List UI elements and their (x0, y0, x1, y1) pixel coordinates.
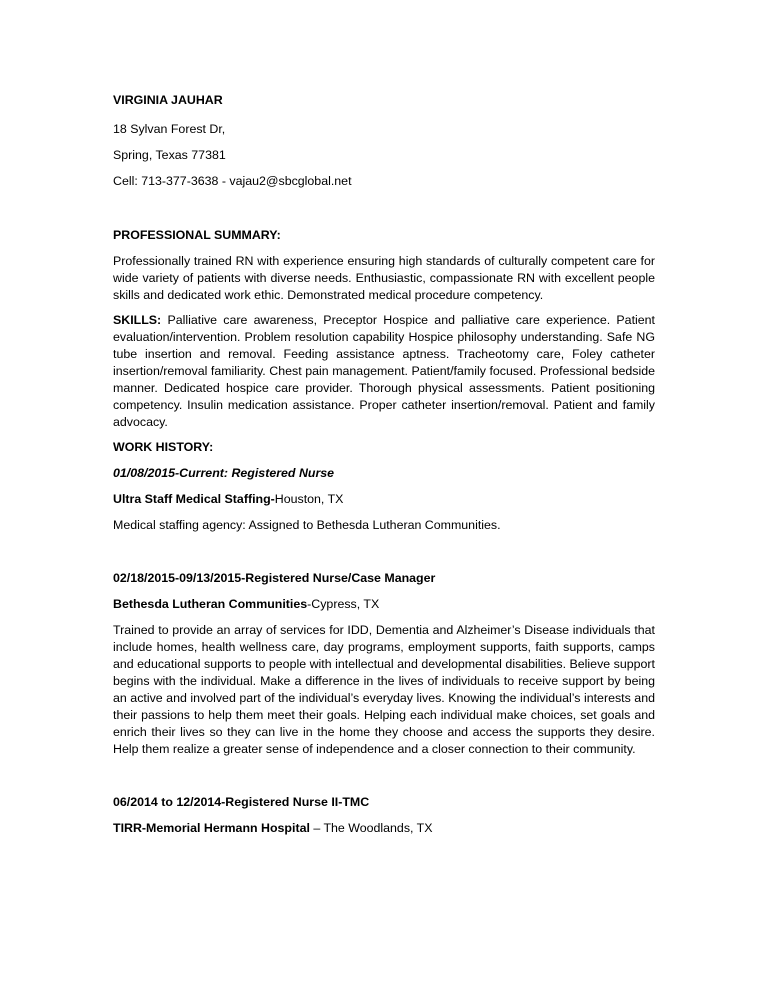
job-1-title: 01/08/2015-Current: Registered Nurse (113, 466, 335, 480)
job-2-title: 02/18/2015-09/13/2015-Registered Nurse/Case Manager (113, 571, 436, 585)
address-line-1: 18 Sylvan Forest Dr, (113, 122, 226, 136)
skills-paragraph (113, 312, 655, 431)
job-1-location: Houston, TX (274, 492, 344, 506)
job-1-description: Medical staffing agency: Assigned to Bethesda Lutheran Communities. (113, 518, 501, 532)
candidate-name: VIRGINIA JAUHAR (113, 93, 223, 107)
job-1-employer-line (113, 491, 655, 508)
job-3-title: 06/2014 to 12/2014-Registered Nurse II-TMC (113, 795, 370, 809)
job-1-employer: Ultra Staff Medical Staffing- (113, 492, 275, 506)
address-line-2: Spring, Texas 77381 (113, 148, 226, 162)
job-2-employer-line (113, 596, 655, 613)
contact-line: Cell: 713-377-3638 - vajau2@sbcglobal.net (113, 174, 352, 188)
job-3-location: – The Woodlands, TX (309, 821, 433, 835)
resume-content (113, 92, 655, 837)
job-3-employer-line (113, 820, 655, 837)
summary-text: Professionally trained RN with experience ensuring high standards of culturally competent care for wide variety of patients with diverse needs. Enthusiastic, compassionate RN with excellent people skills and dedicated work ethic. Demonstrated medical procedure competency. (113, 254, 655, 302)
summary-heading: PROFESSIONAL SUMMARY: (113, 228, 281, 242)
job-3-employer: TIRR-Memorial Hermann Hospital (113, 821, 310, 835)
job-2-location: -Cypress, TX (307, 597, 380, 611)
job-2-description: Trained to provide an array of services for IDD, Dementia and Alzheimer’s Disease individuals that include homes, health wellness care, day programs, employment supports, faith supports, camps and educational supports to people with intellectual and developmental disabilities. Believe support begins with the individual. Make a difference in the lives of individuals to receive support by being an active and involved part of the individual’s everyday lives. Knowing the individual’s interests and their passions to help them meet their goals. Helping each individual make choices, set goals and enrich their lives so they can live in the home they choose and access the supports they desire. Help them realize a greater sense of independence and a closer connection to their community. (113, 623, 655, 756)
job-2-employer: Bethesda Lutheran Communities (113, 597, 308, 611)
work-history-heading: WORK HISTORY: (113, 440, 214, 454)
skills-label: SKILLS: (113, 313, 162, 327)
skills-text: Palliative care awareness, Preceptor Hospice and palliative care experience. Patient evaluation/intervention. Problem resolution capability Hospice philosophy understanding. Safe NG tube insertion and removal. Feeding assistance aptness. Tracheotomy care, Foley catheter insertion/removal familiarity. Chest pain management. Patient/family focused. Professional bedside manner. Dedicated hospice care provider. Thorough physical assessments. Patient positioning competency. Insulin medication assistance. Proper catheter insertion/removal. Patient and family advocacy. (113, 313, 655, 429)
